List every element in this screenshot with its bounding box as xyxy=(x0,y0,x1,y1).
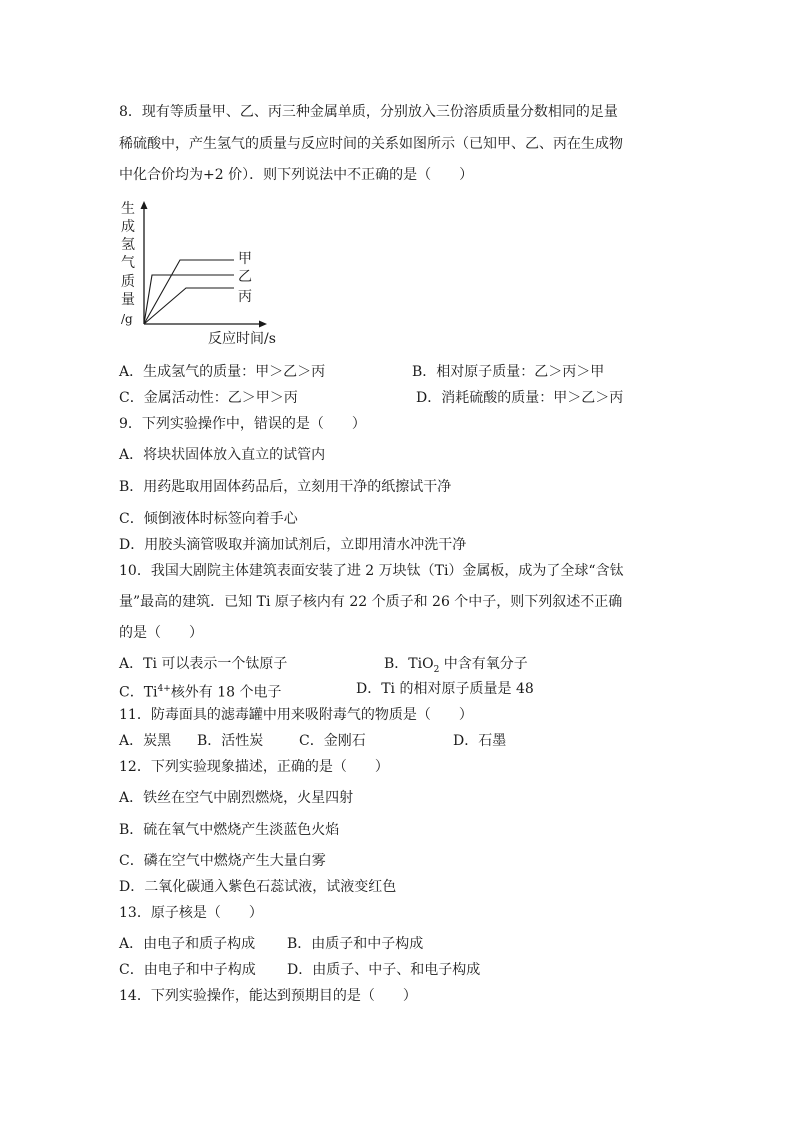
q12-option-a: A．铁丝在空气中剧烈燃烧，火星四射 xyxy=(119,790,354,806)
q10-option-c xyxy=(119,680,282,702)
q9-option-c: C．倾倒液体时标签向着手心 xyxy=(119,511,298,527)
q8-option-b: B．相对原子质量：乙＞丙＞甲 xyxy=(412,364,605,380)
q12-option-d: D．二氧化碳通入紫色石蕊试液，试液变红色 xyxy=(119,879,397,895)
q13-stem: 13．原子核是（ ） xyxy=(119,905,263,921)
label-yi: 乙 xyxy=(238,269,252,285)
q13-option-a: A．由电子和质子构成 xyxy=(119,936,256,952)
x-axis-arrow xyxy=(259,321,267,328)
y-label-char-4: 气 xyxy=(121,255,135,271)
q10-option-c-prefix: C．Ti xyxy=(119,684,158,701)
hydrogen-mass-vs-time-graph xyxy=(118,198,278,350)
q9-option-a: A．将块状固体放入直立的试管内 xyxy=(119,447,326,463)
q10-stem-line-1: 10．我国大剧院主体建筑表面安装了进 2 万块钛（Ti）金属板，成为了全球“含钛 xyxy=(119,563,624,579)
q9-stem: 9．下列实验操作中，错误的是（ ） xyxy=(119,416,366,432)
q12-option-c: C．磷在空气中燃烧产生大量白雾 xyxy=(119,853,326,869)
q10-stem-line-3: 的是（ ） xyxy=(119,625,203,641)
q11-option-a: A．炭黑 xyxy=(119,733,172,749)
q8-stem-line-2: 稀硫酸中，产生氢气的质量与反应时间的关系如图所示（已知甲、乙、丙在生成物 xyxy=(119,136,623,152)
q12-option-b: B．硫在氧气中燃烧产生淡蓝色火焰 xyxy=(119,822,340,838)
q8-option-c: C．金属活动性：乙＞甲＞丙 xyxy=(119,390,298,406)
q8-option-d: D．消耗硫酸的质量：甲＞乙＞丙 xyxy=(416,390,624,406)
y-label-char-3: 氢 xyxy=(121,237,135,253)
q11-stem: 11．防毒面具的滤毒罐中用来吸附毒气的物质是（ ） xyxy=(119,707,473,723)
q13-option-d: D．由质子、中子、和电子构成 xyxy=(287,962,481,978)
y-label-char-2: 成 xyxy=(121,219,135,235)
q8-option-a: A．生成氢气的质量：甲＞乙＞丙 xyxy=(119,364,326,380)
q12-stem: 12．下列实验现象描述，正确的是（ ） xyxy=(119,759,389,775)
label-bing: 丙 xyxy=(238,289,252,305)
y-label-char-1: 生 xyxy=(121,201,135,217)
q8-stem-line-1: 8．现有等质量甲、乙、丙三种金属单质，分别放入三份溶质质量分数相同的足量 xyxy=(119,104,618,120)
x-label: 反应时间/s xyxy=(208,331,276,347)
q11-option-d: D．石墨 xyxy=(453,733,507,749)
q10-option-b-prefix: B．TiO xyxy=(384,656,434,672)
label-jia: 甲 xyxy=(238,251,252,267)
q10-option-d: D．Ti 的相对原子质量是 48 xyxy=(356,681,534,697)
q10-option-b xyxy=(384,655,528,679)
y-label-unit: /g xyxy=(121,312,133,326)
q10-option-a: A．Ti 可以表示一个钛原子 xyxy=(119,656,288,672)
q13-option-b: B．由质子和中子构成 xyxy=(287,936,424,952)
q10-option-b-subscript: 2 xyxy=(433,664,440,675)
curve-jia xyxy=(144,260,234,324)
q11-option-c: C．金刚石 xyxy=(299,733,366,749)
q10-option-c-superscript: 4+ xyxy=(157,684,171,694)
q14-stem: 14．下列实验操作，能达到预期目的是（ ） xyxy=(119,988,417,1004)
q10-option-c-suffix: 核外有 18 个电子 xyxy=(170,684,282,701)
q8-stem-line-3: 中化合价均为+2 价）．则下列说法中不正确的是（ ） xyxy=(119,167,474,183)
y-label-char-6: 量 xyxy=(121,292,135,308)
q9-option-d: D．用胶头滴管吸取并滴加试剂后，立即用清水冲洗干净 xyxy=(119,537,467,553)
q11-option-b: B．活性炭 xyxy=(197,733,264,749)
curve-bing xyxy=(144,288,234,324)
q10-option-b-suffix: 中含有氧分子 xyxy=(439,656,528,672)
q10-stem-line-2: 量”最高的建筑．已知 Ti 原子核内有 22 个质子和 26 个中子，则下列叙述不正确 xyxy=(119,594,623,610)
q9-option-b: B．用药匙取用固体药品后，立刻用干净的纸擦试干净 xyxy=(119,479,452,495)
q13-option-c: C．由电子和中子构成 xyxy=(119,962,256,978)
y-label-char-5: 质 xyxy=(121,274,135,290)
y-axis-arrow xyxy=(141,201,148,209)
